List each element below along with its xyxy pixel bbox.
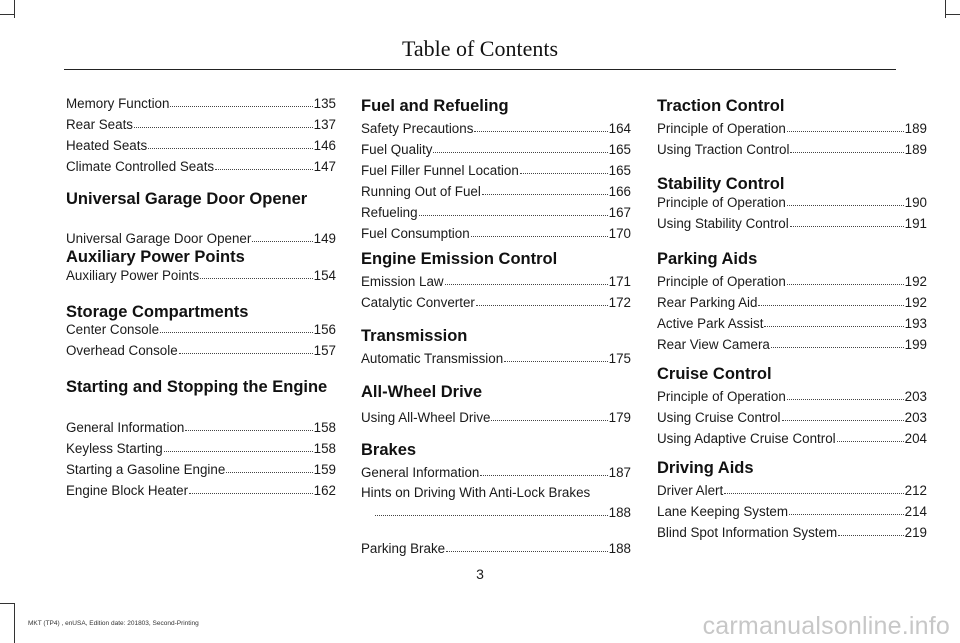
toc-page-number: 166 (608, 184, 631, 199)
toc-page-number: 165 (608, 163, 631, 178)
toc-entry-title: Active Park Assist (657, 316, 764, 331)
toc-entry-title: Fuel Consumption (361, 226, 470, 241)
toc-section-heading: Stability Control (657, 175, 785, 193)
toc-entry[interactable] (657, 389, 927, 409)
toc-page-number: 158 (313, 420, 336, 435)
toc-entry-title: Memory Function (66, 96, 170, 111)
toc-page-number: 137 (313, 117, 336, 132)
toc-entry[interactable] (66, 138, 336, 158)
toc-page-number: 157 (313, 343, 336, 358)
toc-entry[interactable] (361, 541, 631, 561)
toc-entry[interactable] (66, 268, 336, 288)
toc-entry-title: Using Cruise Control (657, 410, 781, 425)
toc-section-heading: All-Wheel Drive (361, 383, 483, 401)
toc-entry[interactable] (361, 274, 631, 294)
toc-section-heading: Fuel and Refueling (361, 97, 509, 115)
crop-mark-top-left-h (0, 14, 14, 15)
dot-leader (476, 304, 608, 306)
dot-leader (724, 492, 903, 494)
toc-entry[interactable] (361, 184, 631, 204)
toc-page-number: 199 (904, 337, 927, 352)
toc-section-heading: Engine Emission Control (361, 250, 558, 268)
toc-entry-title: Driver Alert (657, 483, 724, 498)
toc-entry-title: Auxiliary Power Points (66, 268, 200, 283)
toc-entry[interactable] (657, 195, 927, 215)
toc-section-heading: Storage Compartments (66, 303, 249, 321)
crop-mark-top-right-h (946, 14, 960, 15)
dot-leader (764, 325, 903, 327)
toc-entry-title: Universal Garage Door Opener (66, 231, 252, 246)
dot-leader (419, 214, 608, 216)
toc-entry[interactable] (657, 295, 927, 315)
toc-section-heading: Traction Control (657, 97, 785, 115)
toc-page-number: 214 (904, 504, 927, 519)
dot-leader (789, 513, 904, 515)
page-title: Table of Contents (401, 36, 559, 61)
dot-leader (446, 550, 608, 552)
toc-entry[interactable] (66, 420, 336, 440)
toc-entry[interactable] (657, 142, 927, 162)
dot-leader (445, 283, 608, 285)
toc-entry[interactable] (361, 465, 631, 485)
toc-entry-title: Running Out of Fuel (361, 184, 481, 199)
toc-entry[interactable] (657, 431, 927, 451)
toc-section-heading: Cruise Control (657, 365, 772, 383)
dot-leader (375, 514, 608, 516)
dot-leader (433, 151, 607, 153)
crop-mark-bottom-left-v (14, 603, 15, 643)
toc-page-number: 167 (608, 205, 631, 220)
toc-entry[interactable] (361, 121, 631, 141)
dot-leader (134, 126, 313, 128)
toc-section-heading: Auxiliary Power Points (66, 248, 245, 266)
toc-page-number: 203 (904, 389, 927, 404)
page-number: 3 (476, 566, 484, 582)
dot-leader (252, 240, 312, 242)
toc-entry-title: Principle of Operation (657, 121, 786, 136)
toc-page-number: 175 (608, 351, 631, 366)
toc-entry-title: Using Traction Control (657, 142, 790, 157)
watermark: carmanualsonline.info (702, 612, 950, 640)
toc-page-number: 193 (904, 316, 927, 331)
dot-leader (185, 429, 312, 431)
toc-entry-title: General Information (66, 420, 185, 435)
dot-leader (520, 172, 608, 174)
toc-section-heading: Transmission (361, 327, 468, 345)
toc-entry[interactable] (66, 159, 336, 179)
dot-leader (787, 398, 904, 400)
toc-page-number: 154 (313, 268, 336, 283)
dot-leader (215, 168, 313, 170)
toc-page-number: 179 (608, 410, 631, 425)
toc-page-number: 171 (608, 274, 631, 289)
toc-entry[interactable] (361, 505, 631, 525)
toc-entry-title: Principle of Operation (657, 389, 786, 404)
dot-leader (189, 492, 313, 494)
toc-section-heading: Driving Aids (657, 459, 754, 477)
toc-page-number: 191 (904, 216, 927, 231)
toc-entry-title: Engine Block Heater (66, 483, 189, 498)
toc-entry[interactable] (657, 216, 927, 236)
toc-page-number: 203 (904, 410, 927, 425)
dot-leader (504, 360, 608, 362)
toc-page-number: 192 (904, 295, 927, 310)
toc-entry[interactable] (657, 504, 927, 524)
dot-leader (179, 352, 313, 354)
toc-entry[interactable] (361, 163, 631, 183)
crop-mark-top-right-v (945, 0, 946, 18)
toc-page-number: 146 (313, 138, 336, 153)
dot-leader (474, 130, 607, 132)
toc-entry[interactable] (66, 322, 336, 342)
toc-entry[interactable] (657, 483, 927, 503)
toc-page-number: 204 (904, 431, 927, 446)
toc-section-heading: Starting and Stopping the Engine (66, 378, 328, 396)
toc-page-number: 172 (608, 295, 631, 310)
toc-entry[interactable] (361, 142, 631, 162)
dot-leader (160, 331, 313, 333)
toc-entry-title: Fuel Filler Funnel Location (361, 163, 519, 178)
dot-leader (787, 283, 904, 285)
dot-leader (471, 235, 608, 237)
toc-entry-title: Lane Keeping System (657, 504, 789, 519)
toc-entry[interactable] (657, 525, 927, 545)
toc-page-number: 165 (608, 142, 631, 157)
dot-leader (782, 419, 904, 421)
toc-entry[interactable] (361, 410, 631, 430)
toc-entry-title: Fuel Quality (361, 142, 433, 157)
dot-leader (837, 440, 904, 442)
toc-section-heading: Parking Aids (657, 250, 758, 268)
dot-leader (164, 450, 313, 452)
toc-entry-title: Emission Law (361, 274, 444, 289)
toc-page-number: 162 (313, 483, 336, 498)
toc-page-number: 187 (608, 465, 631, 480)
toc-entry-title: Rear View Camera (657, 337, 770, 352)
edition-info: MKT (TP4) , enUSA, Edition date: 201803, Second-Printing (28, 620, 199, 627)
toc-section-heading: Brakes (361, 441, 417, 459)
toc-section-heading: Universal Garage Door Opener (66, 190, 308, 208)
toc-entry[interactable] (657, 410, 927, 430)
dot-leader (787, 130, 904, 132)
toc-entry-title: Refueling (361, 205, 418, 220)
toc-page-number: 189 (904, 121, 927, 136)
toc-page-number: 170 (608, 226, 631, 241)
toc-page-number: 192 (904, 274, 927, 289)
dot-leader (480, 474, 607, 476)
dot-leader (838, 534, 904, 536)
toc-entry-title: Rear Seats (66, 117, 133, 132)
toc-entry[interactable] (657, 337, 927, 357)
toc-page-number: 156 (313, 322, 336, 337)
toc-entry-title: Center Console (66, 322, 160, 337)
toc-page-number: 212 (904, 483, 927, 498)
dot-leader (758, 304, 903, 306)
toc-entry[interactable] (657, 121, 927, 141)
dot-leader (226, 471, 312, 473)
dot-leader (200, 277, 312, 279)
toc-entry-title: Principle of Operation (657, 274, 786, 289)
dot-leader (790, 225, 904, 227)
toc-entry-title: Using All-Wheel Drive (361, 410, 491, 425)
toc-entry-title: Climate Controlled Seats (66, 159, 215, 174)
toc-entry[interactable] (66, 483, 336, 503)
toc-entry[interactable] (361, 226, 631, 246)
toc-page-number: 190 (904, 195, 927, 210)
toc-entry[interactable] (66, 96, 336, 116)
toc-entry-title: Principle of Operation (657, 195, 786, 210)
toc-entry[interactable] (657, 274, 927, 294)
toc-entry-title: Overhead Console (66, 343, 178, 358)
toc-entry-title: General Information (361, 465, 480, 480)
toc-entry[interactable] (361, 205, 631, 225)
toc-entry-title: Keyless Starting (66, 441, 163, 456)
toc-page-number: 189 (904, 142, 927, 157)
dot-leader (771, 346, 904, 348)
dot-leader (482, 193, 608, 195)
toc-entry[interactable] (657, 316, 927, 336)
toc-page-number: 159 (313, 462, 336, 477)
toc-entry-title: Using Adaptive Cruise Control (657, 431, 836, 446)
header-divider (64, 69, 896, 70)
toc-entry[interactable] (66, 441, 336, 461)
toc-entry-title: Rear Parking Aid (657, 295, 758, 310)
toc-entry-title: Heated Seats (66, 138, 148, 153)
toc-entry-title: Safety Precautions (361, 121, 474, 136)
toc-page-number: 135 (313, 96, 336, 111)
dot-leader (790, 151, 903, 153)
dot-leader (170, 105, 312, 107)
toc-page-number: 147 (313, 159, 336, 174)
toc-entry-title: Using Stability Control (657, 216, 789, 231)
toc-entry-title: Blind Spot Information System (657, 525, 838, 540)
toc-page-number: 219 (904, 525, 927, 540)
crop-mark-top-left-v (14, 0, 15, 18)
toc-page-number: 149 (313, 231, 336, 246)
toc-entry[interactable] (66, 117, 336, 137)
toc-entry-title: Hints on Driving With Anti-Lock Brakes (361, 485, 591, 500)
crop-mark-bottom-left-h (0, 603, 14, 604)
toc-entry-title: Parking Brake (361, 541, 446, 556)
toc-page-number: 164 (608, 121, 631, 136)
toc-entry-title: Automatic Transmission (361, 351, 504, 366)
toc-entry[interactable] (361, 295, 631, 315)
toc-entry[interactable] (66, 462, 336, 482)
toc-entry-title: Catalytic Converter (361, 295, 475, 310)
toc-entry[interactable] (66, 343, 336, 363)
toc-entry-title: Starting a Gasoline Engine (66, 462, 226, 477)
toc-page-number: 188 (608, 505, 631, 520)
toc-entry[interactable] (361, 351, 631, 371)
dot-leader (148, 147, 313, 149)
toc-page-number: 188 (608, 541, 631, 556)
dot-leader (787, 204, 904, 206)
dot-leader (491, 419, 607, 421)
toc-page-number: 158 (313, 441, 336, 456)
